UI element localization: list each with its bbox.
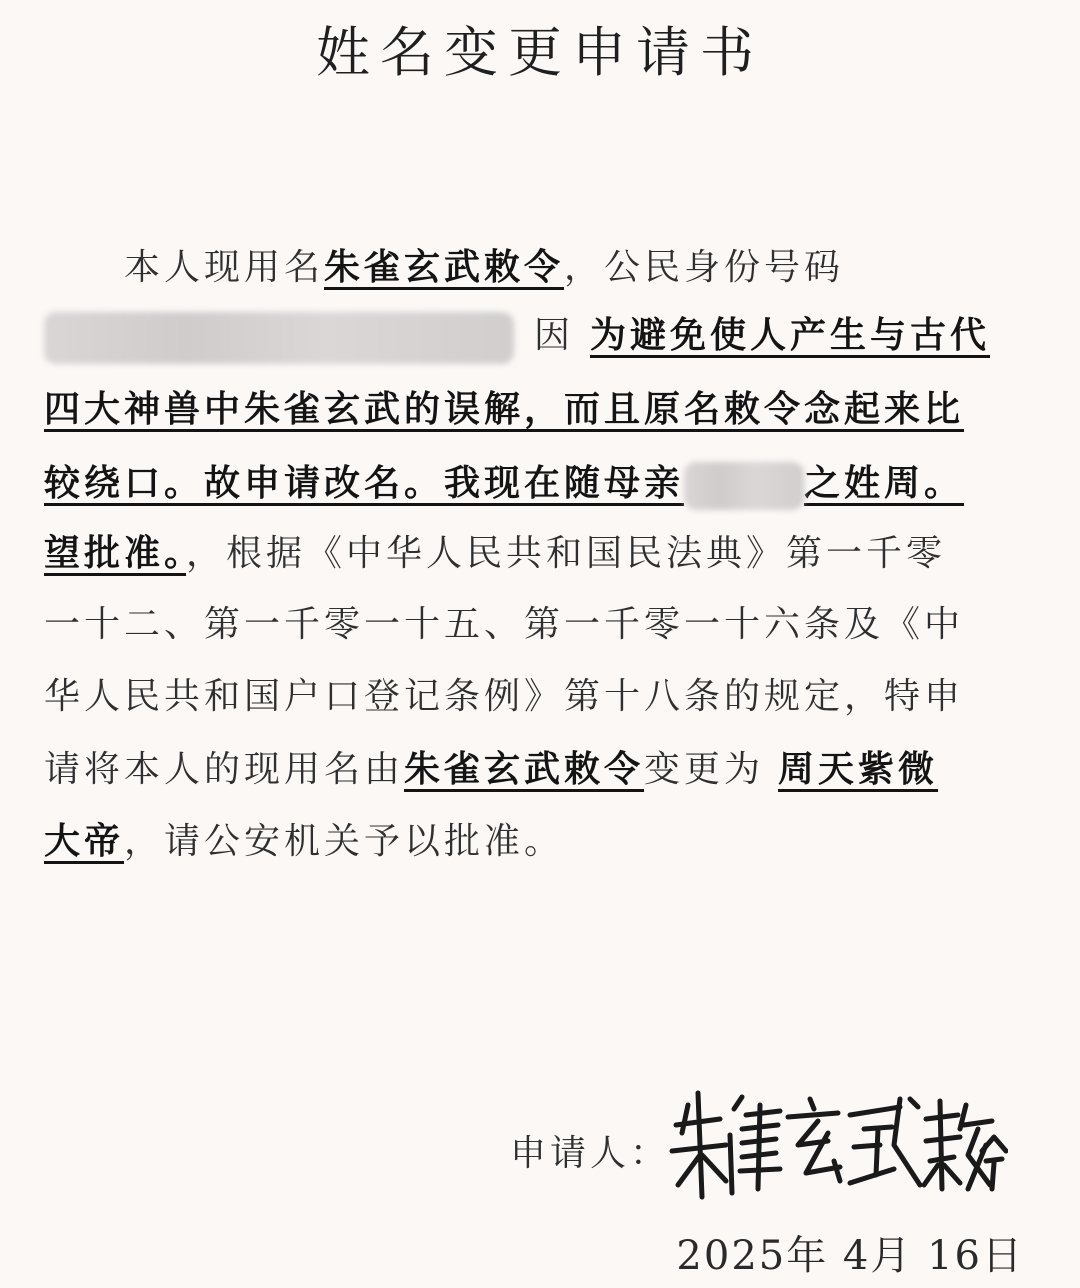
body-line-9	[44, 816, 1044, 867]
reason-field: 望批准。	[44, 532, 187, 574]
reason-field: 四大神兽中朱雀玄武的误解，而且原名敕令念起来比	[44, 388, 965, 430]
reason-field: 为避免使人产生与古代	[590, 314, 991, 356]
applicant-label: 申请人：	[510, 1133, 671, 1174]
body-line-3	[44, 384, 1044, 435]
body-text: 请将本人的现用名由	[44, 749, 405, 790]
reason-field: 较绕口。故申请改名。我现在随母亲	[44, 462, 685, 504]
redacted-mother-name	[684, 462, 804, 510]
body-line-1	[44, 242, 1044, 293]
reason-field: 之姓周。	[804, 462, 965, 504]
document-title: 姓名变更申请书	[316, 21, 764, 84]
body-line-4	[44, 458, 1044, 510]
body-line-7: 华人民共和国户口登记条例》第十八条的规定，特申	[44, 676, 965, 717]
body-text: 因	[534, 315, 575, 356]
body-line-5	[44, 528, 1044, 579]
application-date: 2025年 4月 16日	[676, 1233, 1024, 1279]
redacted-id-number	[44, 312, 514, 364]
new-name-field: 周天紫微	[778, 748, 939, 790]
body-text: 变更为	[644, 749, 765, 790]
body-line-2	[44, 310, 1044, 364]
body-line-8	[44, 744, 1044, 795]
body-text: 本人现用名	[124, 247, 325, 288]
body-text: ，根据《中华人民共和国民法典》第一千零	[186, 533, 947, 574]
body-line-6: 一十二、第一千零一十五、第一千零一十六条及《中	[44, 604, 965, 645]
current-name-field: 朱雀玄武敕令	[404, 748, 645, 790]
signature-block	[510, 1085, 1030, 1205]
body-text: ，公民身份号码	[564, 247, 845, 288]
handwritten-signature	[668, 1085, 1008, 1205]
current-name-field: 朱雀玄武敕令	[324, 246, 565, 288]
body-text: ，请公安机关予以批准。	[124, 821, 565, 862]
new-name-field: 大帝	[44, 820, 125, 862]
